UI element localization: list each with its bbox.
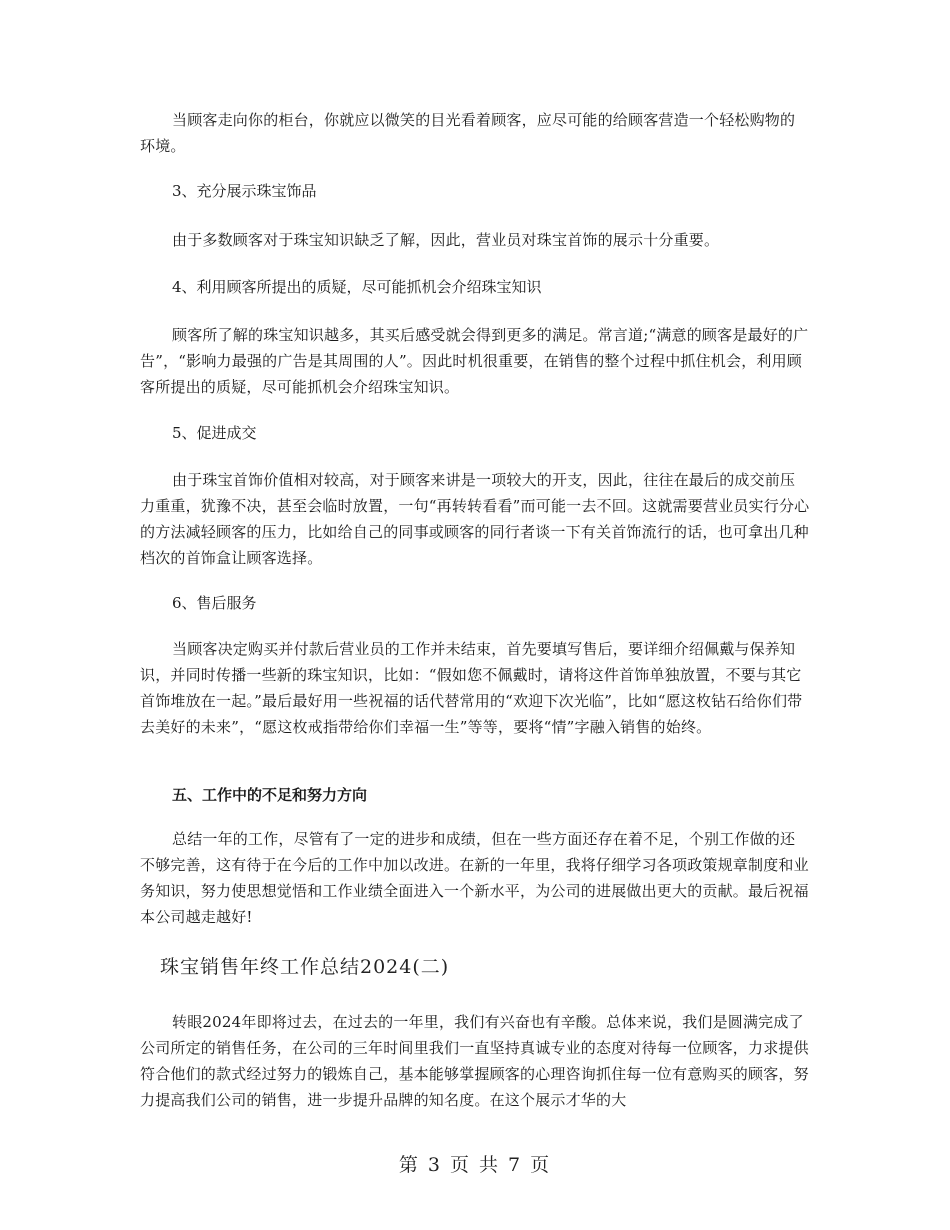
paragraph-knowledge: 顾客所了解的珠宝知识越多，其买后感受就会得到更多的满足。常言道;“满意的顾客是最好的广告”，“影响力最强的广告是其周围的人”。因此时机很重要，在销售的整个过程中抓住机会，利用顾客所提出的质疑，尽可能抓机会介绍珠宝知识。 xyxy=(140,326,809,396)
heading-item-3: 3、充分展示珠宝饰品 xyxy=(172,182,317,200)
paragraph-after-sales: 当顾客决定购买并付款后营业员的工作并未结束，首先要填写售后，要详细介绍佩戴与保养知识，并同时传播一些新的珠宝知识，比如：“假如您不佩戴时，请将这件首饰单独放置，不要与其它首饰堆放在一起。”最后最好用一些祝福的话代替常用的“欢迎下次光临”，比如“愿这枚钻石给你们带去美好的未来”，“愿这枚戒指带给你们幸福一生”等等，要将“情”字融入销售的始终。 xyxy=(140,640,803,736)
paragraph-summary: 总结一年的工作，尽管有了一定的进步和成绩，但在一些方面还存在着不足，个别工作做的还不够完善，这有待于在今后的工作中加以改进。在新的一年里，我将仔细学习各项政策规章制度和业务知识，努力使思想觉悟和工作业绩全面进入一个新水平，为公司的进展做出更大的贡献。最后祝福本公司越走越好! xyxy=(140,830,809,926)
paragraph-display: 由于多数顾客对于珠宝知识缺乏了解，因此，营业员对珠宝首饰的展示十分重要。 xyxy=(172,231,720,249)
page-number-footer: 第 3 页 共 7 页 xyxy=(398,1154,552,1176)
paragraph-greeting: 当顾客走向你的柜台，你就应以微笑的目光看着顾客，应尽可能的给顾客营造一个轻松购物的环境。 xyxy=(140,111,796,155)
heading-item-5: 5、促进成交 xyxy=(172,424,257,442)
heading-item-4: 4、利用顾客所提出的质疑，尽可能抓机会介绍珠宝知识 xyxy=(172,278,542,296)
paragraph-closing-deal: 由于珠宝首饰价值相对较高，对于顾客来讲是一项较大的开支，因此，往往在最后的成交前压力重重，犹豫不决，甚至会临时放置，一句“再转转看看”而可能一去不回。这就需要营业员实行分心的方法减轻顾客的压力，比如给自己的同事或顾客的同行者谈一下有关首饰流行的话，也可拿出几种档次的首饰盒让顾客选择。 xyxy=(140,471,810,567)
heading-item-6: 6、售后服务 xyxy=(172,594,257,612)
section-heading-5: 五、工作中的不足和努力方向 xyxy=(172,786,368,804)
paragraph-intro-part-2: 转眼2024年即将过去，在过去的一年里，我们有兴奋也有辛酸。总体来说，我们是圆满完成了公司所定的销售任务，在公司的三年时间里我们一直坚持真诚专业的态度对待每一位顾客，力求提供符合他们的款式经过努力的锻炼自己，基本能够掌握顾客的心理咨询抓住每一位有意购买的顾客，努力提高我们公司的销售，进一步提升品牌的知名度。在这个展示才华的大 xyxy=(140,1013,809,1109)
document-title-part-2: 珠宝销售年终工作总结2024(二) xyxy=(160,956,450,978)
